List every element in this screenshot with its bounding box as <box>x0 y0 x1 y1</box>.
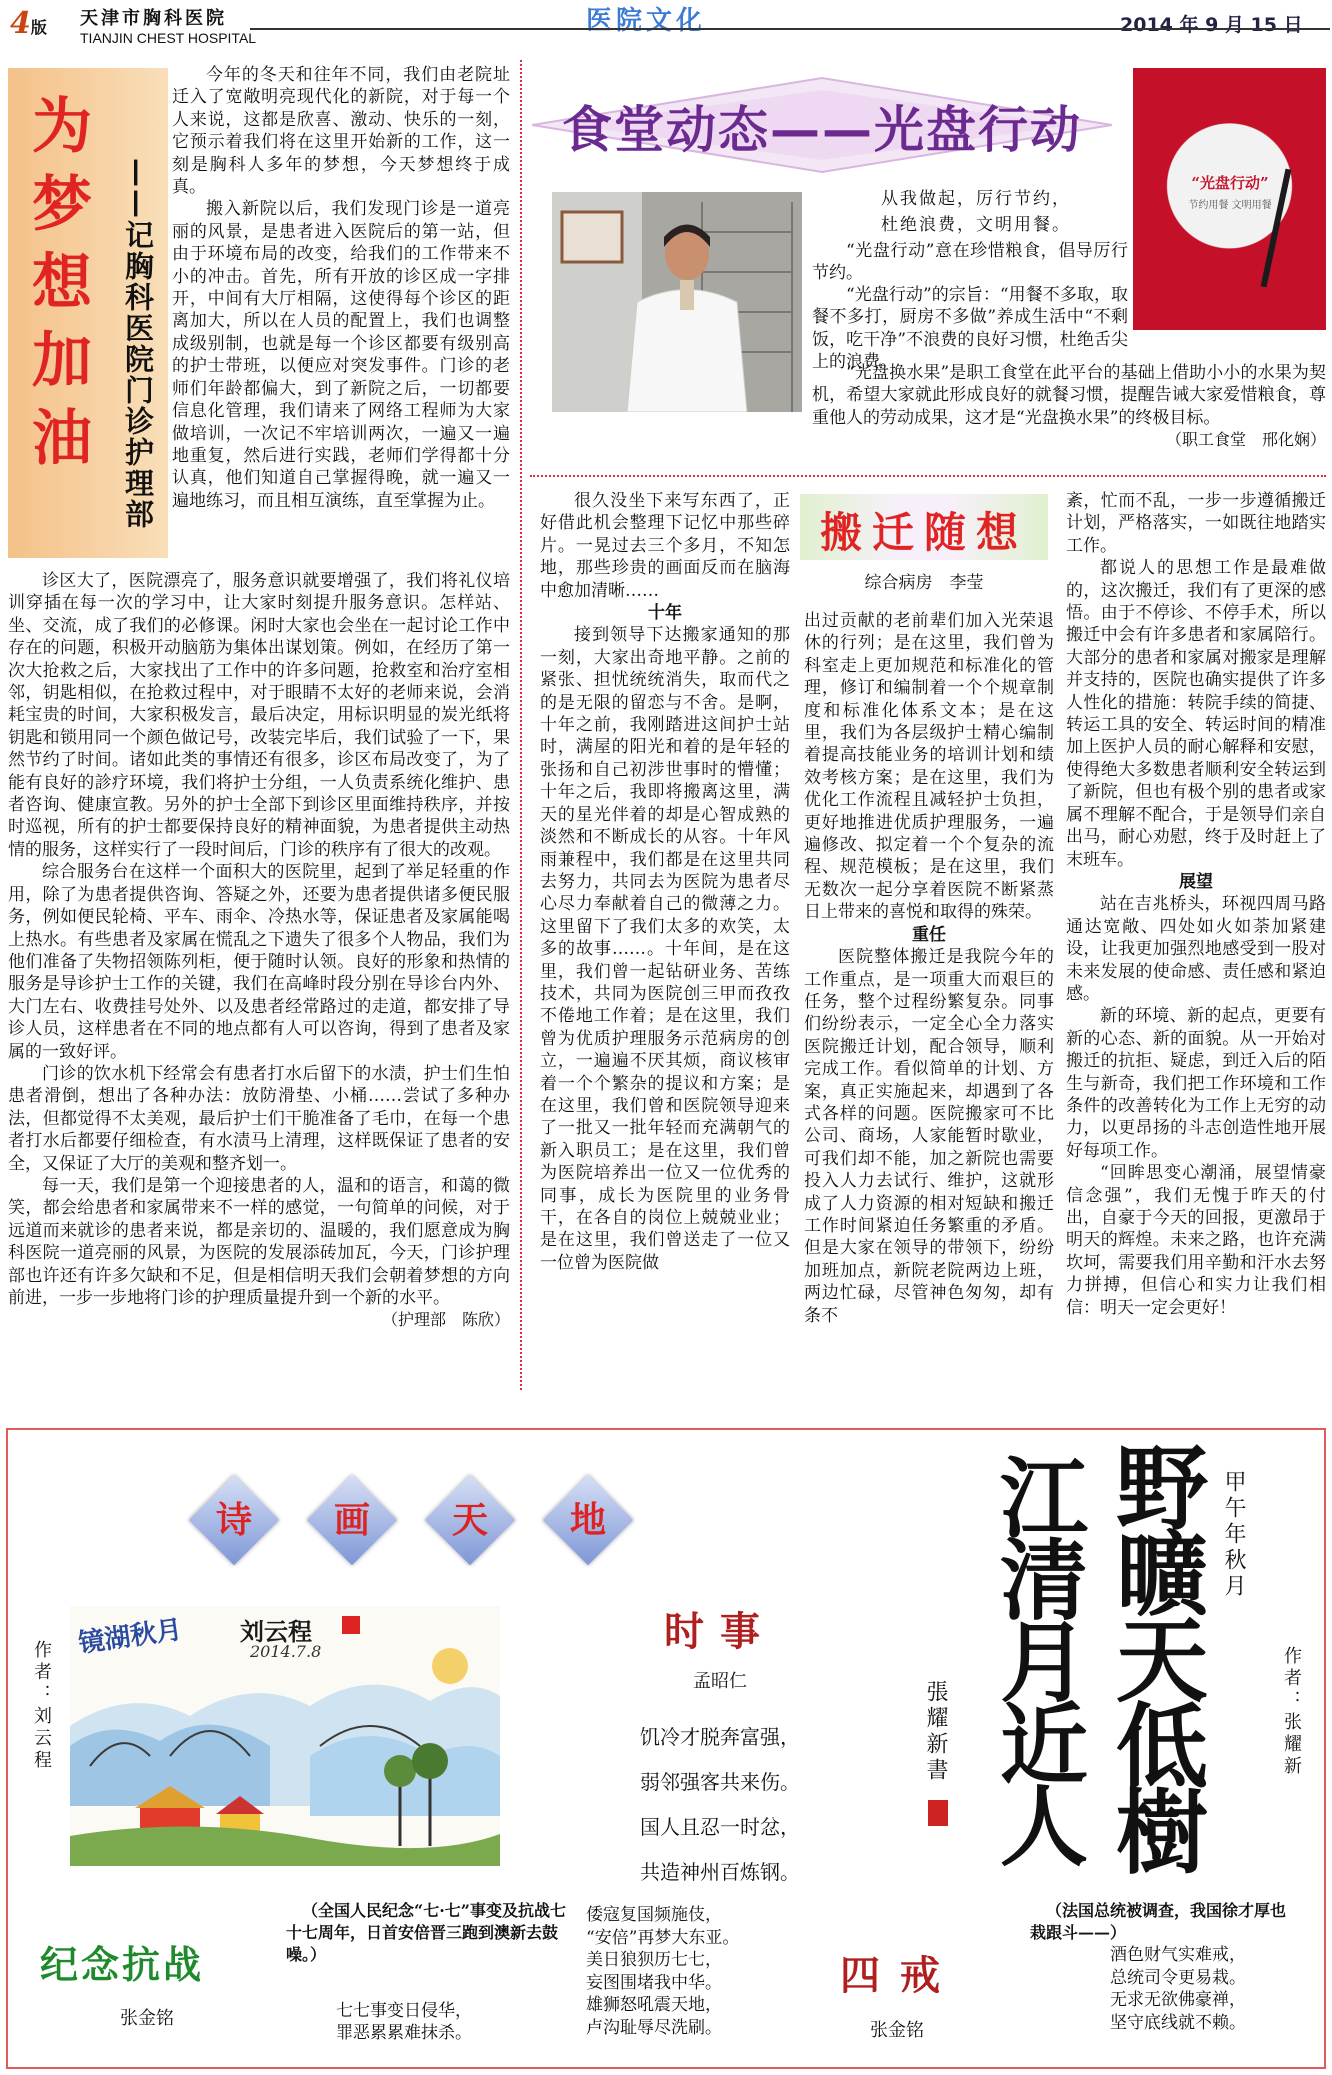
calligraphy-col: 江清月近人 <box>986 1452 1090 1862</box>
painting-jinghu-qiuyue <box>70 1606 500 1866</box>
poem-line: “安倍”再梦大东亚。 <box>586 1927 740 1948</box>
article-canteen-body-wide <box>812 362 1326 451</box>
article-dream-wide-col <box>8 570 510 1331</box>
paragraph: 出过贡献的老前辈们加入光荣退休的行列；是在这里，我们曾为科室走上更加规范和标准化的管理，修订和编制着一个个规章制度和标准化体系文本；是在这里，我们为各层级护士精心编制着提高技能业务的培训计划和绩效考核方案；是在这里，我们为优化工作流程且减轻护士负担，更好地推进优质护理服务，一遍遍修改、拟定着一个个复杂的流程、规范模板；是在这里，我们无数次一起分享着医院不断紧蒸日上带来的喜悦和取得的殊荣。 <box>804 611 1054 923</box>
poem-line: 酒色财气实难戒， <box>1110 1945 1246 1965</box>
paragraph: 诊区大了，医院漂亮了，服务意识就要增强了，我们将礼仪培训穿插在每一次的学习中，让大家时刻提升服务意识。怎样站、坐、交流，成了我们的必修课。闲时大家也会坐在一起讨论工作中存在的问题，积极开动脑筋为集体出谋划策。例如，在经历了第一次大抢救之后，大家找出了工作中的许多问题，抢救室和治疗室相邻，钥匙相似，在抢救过程中，对于眼睛不太好的老师来说，会消耗宝贵的时间，大家积极发言，最后决定，用标识明显的炭光纸将钥匙和锁用同一个颜色做记号，改装完毕后，我们试验了一下，果然节约了时间。诸如此类的事情还有很多，诊区布局改变了，为了能有良好的診疗环境，我们将护士分组，一人负责系统化维护、患者咨询、健康宣教。另外的护士全部下到诊区里面维持秩序，并按时巡视，所有的护士都要保持良好的精神面貌，为患者提供主动热情的服务，这样实行了一段时间后，门诊的秩序有了很大的改观。 <box>8 571 510 860</box>
article-dream-title: 为梦想加油 <box>22 94 92 484</box>
article-move-title: 搬迁随想 <box>819 508 1028 557</box>
hospital-name-en: TIANJIN CHEST HOSPITAL <box>80 30 257 46</box>
painting-inscription: 刘云程 <box>240 1617 312 1646</box>
paragraph: “光盘换水果”是职工食堂在此平台的基础上借助小小的水果为契机，希望大家就此形成良好的就餐习惯，提醒告诫大家爱惜粮食，尊重他人的劳动成果，这才是“光盘换水果”的终极目标。 <box>812 363 1326 428</box>
column-rule <box>520 60 522 1390</box>
poem-line: 总统司令更易栽。 <box>1110 1967 1246 1988</box>
poem-line: 坚守底线就不赖。 <box>1110 2012 1246 2033</box>
poem-title: 四戒 <box>840 1952 960 1999</box>
poem-line: 七七事变日侵华， <box>336 2001 472 2021</box>
article-move-title-block <box>796 494 1052 600</box>
poem-note: （全国人民纪念“七·七”事变及抗战七十七周年，日首安倍晋三跑到澳新去鼓噪。） <box>286 1901 566 1964</box>
article-move-col1 <box>540 490 790 1274</box>
paragraph: 很久没坐下来写东西了，正好借此机会整理下记忆中那些碎片。一晃过去三个多月，不知怎地，那些珍贵的画面反而在脑海中愈加清晰…… <box>540 491 790 601</box>
issue-date: 2014 年 9 月 15 日 <box>1120 14 1303 36</box>
paragraph: 都说人的思想工作是最难做的，这次搬迁，我们有了更深的感悟。由于不停诊、不停手术，所以搬迁中会有许多患者和家属陪行。大部分的患者和家属对搬家是理解并支持的，医院也确实提供了许多人性化的措施：转院手续的简捷、转运工具的安全、转运时间的精准加上医护人员的耐心解释和安慰，使得绝大多数患者顺利安全转运到了新院，但也有极个别的患者或家属不理解不配合，于是领导们亲自出马，耐心劝慰，终于及时赶上了末班车。 <box>1066 558 1326 870</box>
motto-line: 杜绝浪费，文明用餐。 <box>881 215 1071 235</box>
paragraph: 站在吉兆桥头，环视四周马路通达宽敞、四处如火如荼加紧建设，让我更加强烈地感受到一股对未来发展的使命感、责任感和紧迫感。 <box>1066 894 1326 1004</box>
article-move-heading: 重任 <box>912 924 946 945</box>
painting-date: 2014.7.8 <box>250 1642 322 1661</box>
article-canteen-banner <box>532 70 1112 180</box>
poem-line: 雄狮怒吼震天地， <box>586 1995 722 2015</box>
poem-title: 时事 <box>664 1608 776 1655</box>
article-dream-title-block <box>8 68 168 558</box>
article-move-heading: 展望 <box>1179 871 1213 892</box>
poem-line: 倭寇复国频施伎， <box>586 1905 722 1925</box>
poem-note: （法国总统被调查，我国徐才厚也栽跟斗——） <box>1030 1901 1287 1942</box>
header-char: 画 <box>333 1499 370 1541</box>
calligraphy-date-note: 甲午年秋月 <box>1221 1470 1246 1600</box>
article-move-author: 综合病房 李莹 <box>864 573 984 593</box>
hospital-name-cn: 天津市胸科医院 <box>80 8 227 29</box>
poem-line: 罪恶累累难抹杀。 <box>336 2023 472 2043</box>
section-rule <box>530 475 1326 477</box>
poem-kangzhan <box>36 1900 576 2070</box>
poem-title: 纪念抗战 <box>40 1942 205 1987</box>
article-dream-subtitle: ——记胸科医院门诊护理部 <box>121 158 155 530</box>
article-canteen-motto <box>826 186 1126 238</box>
poem-line: 共造神州百炼钢。 <box>640 1860 800 1884</box>
paragraph: 医院整体搬迁是我院今年的工作重点，是一项重大而艰巨的任务，整个过程纷繁复杂。同事们纷纷表示，一定全心全力落实医院搬迁计划，配合领导，顺利完成工作。看似简单的计划、方案，真正实施起来，却遇到了各式各样的问题。医院搬家可不比公司、商场，人家能暂时歇业，可我们却不能，加之新院也需要投入人力去试行、维护，这就形成了人力资源的相对短缺和搬迁工作时间紧迫任务繁重的矛盾。但是大家在领导的带领下，纷纷加班加点，新院老院两边上班，两边忙碌，尽管神色匆匆，却有条不 <box>804 947 1054 1326</box>
poem-line: 美日狼狈历七七， <box>586 1950 722 1970</box>
poem-lines-a <box>336 2000 556 2044</box>
poem-author: 孟昭仁 <box>693 1671 747 1692</box>
poem-author: 张金铭 <box>870 2020 924 2041</box>
paragraph: 每一天，我们是第一个迎接患者的人，温和的语言，和蔼的微笑，都会给患者和家属带来不一样的感觉，一句简单的问候，对于远道而来就诊的患者来说，都是亲切的、温暖的，我们愿意成为胸科医院一道亮丽的风景，为医院的发展添砖加瓦，今天，门诊护理部也许还有许多欠缺和不足，但是相信明天我们会朝着梦想的方向前进，一步一步地将门诊的护理质量提升到一个新的水平。 <box>8 1175 510 1308</box>
calligraphy-work <box>900 1440 1270 1880</box>
header-char: 地 <box>569 1499 606 1541</box>
poem-author: 张金铭 <box>120 2008 174 2029</box>
calligraphy-signer: 張耀新書 <box>923 1680 948 1784</box>
article-canteen-title: 食堂动态——光盘行动 <box>562 101 1082 159</box>
seal-stamp-icon <box>928 1800 948 1826</box>
poem-line: 卢沟耻辱尽洗刷。 <box>586 2017 722 2038</box>
paragraph: “光盘行动”意在珍惜粮食，倡导厉行节约。 <box>812 241 1128 284</box>
calligraphy-author: 作者：张耀新 <box>1281 1646 1302 1778</box>
paragraph: 接到领导下达搬家通知的那一刻，大家出奇地平静。之前的紧张、担忧统统消失，取而代之的是无限的留恋与不舍。是啊，十年之前，我刚踏进这间护士站时，满屋的阳光和着的是年轻的张扬和自己初涉世事时的懵懂；十年之后，我即将搬离这里，满天的星光伴着的却是心智成熟的淡然和不断成长的从容。十年风雨兼程中，我们都是在这里共同去努力，共同去为医院为患者尽心尽力奉献着自己的微薄之力。这里留下了我们太多的欢笑，太多的故事……。十年间，是在这里，我们曾一起钻研业务、苦练技术，共同为医院创三甲而孜孜不倦地工作着；是在这里，我们曾为优质护理服务示范病房的创立，一遍遍不厌其烦，商议核审着一个个繁杂的提议和方案；是在这里，我们曾和医院领导迎来了一批又一批年轻而充满朝气的新入职员工；是在这里，我们曾为医院培养出一位又一位优秀的同事，成长为医院里的业务骨干，在各自的岗位上兢兢业业；是在这里，我们曾送走了一位又一位曾为医院做 <box>540 625 790 1273</box>
poem-lines <box>1110 1944 1310 2034</box>
motto-line: 从我做起，厉行节约， <box>881 189 1071 209</box>
poster-title: “光盘行动” <box>1191 174 1269 192</box>
poem-line: 妄图围堵我中华。 <box>586 1972 722 1993</box>
canteen-photo-illustration <box>552 192 802 412</box>
poem-line: 国人且忍一时忿， <box>640 1815 800 1839</box>
article-canteen-body-top <box>812 240 1128 285</box>
masthead <box>0 0 1332 52</box>
painting-author: 作者：刘云程 <box>31 1640 52 1772</box>
article-canteen-body <box>812 284 1326 374</box>
page-number: 4版 <box>10 6 47 41</box>
article-dream-narrow-col <box>172 64 510 512</box>
poem-line: 无求无欲佛豪禅， <box>1110 1990 1246 2010</box>
article-move-col2 <box>804 610 1054 1327</box>
paragraph: 今年的冬天和往年不同，我们由老院址迁入了宽敞明亮现代化的新院，对于每一个人来说，这都是欣喜、激动、快乐的一刻，它预示着我们将在这里开始新的工作，这一刻是胸科人多年的梦想，今天梦想终于成真。 <box>172 65 510 198</box>
paragraph: 新的环境、新的起点，更要有新的心态、新的面貌。从一开始对搬迁的抗拒、疑虑，到迁入后的陌生与新奇，我们把工作环境和工作条件的改善转化为工作上无穷的动力，以更昂扬的斗志创造性地开展好每项工作。 <box>1066 1006 1326 1161</box>
calligraphy-col: 野曠天低樹 <box>1101 1440 1209 1870</box>
article-move-col3 <box>1066 490 1326 1319</box>
poetry-header <box>180 1470 660 1580</box>
paragraph: “光盘行动”的宗旨：“用餐不多取，取餐不多打，厨房不多做”养成生活中“不剩饭，吃干净”不浪费的良好习惯，杜绝舌尖上的浪费。 <box>812 285 1128 373</box>
poem-sijie <box>820 1900 1320 2070</box>
header-char: 天 <box>451 1499 488 1541</box>
seal-stamp-icon <box>342 1616 360 1634</box>
paragraph: 搬入新院以后，我们发现门诊是一道亮丽的风景，是患者进入医院后的第一站，但由于环境布局的改变，给我们的工作带来不小的冲击。首先，所有开放的诊区成一字排开，中间有大厅相隔，这使得每个诊区的距离加大，所以在人员的配置上，我们也调整成级别制，也就是每一个诊区都要有级别高的护士带班，以便应对突发事件。门诊的老师们年龄都偏大，到了新院之后，一切都要信息化管理，我们请来了网络工程师为大家做培训，一次记不牢培训两次，一遍又一遍地重复，然后进行实践，老师们学得都十分认真，他们知道自己掌握得晚，就一遍又一遍地练习，而且相互演练，直至掌握为止。 <box>172 199 510 511</box>
section-title: 医院文化 <box>586 6 707 36</box>
painting-title: 镜湖秋月 <box>76 1614 184 1660</box>
paragraph: “回眸思变心潮涌，展望情豪信念强”，我们无愧于昨天的付出，自豪于今天的回报，更激昂于明天的辉煌。未来之路，也许充满坎坷，需要我们用辛勤和汗水去努力拼搏，但信心和实力让我们相信：明天一定会更好！ <box>1066 1163 1326 1318</box>
poem-line: 弱邻强客共来伤。 <box>640 1770 800 1794</box>
poem-shishi <box>600 1600 840 1895</box>
article-move-heading: 十年 <box>648 603 682 624</box>
article-dream-author: （护理部 陈欣） <box>381 1310 510 1330</box>
poem-kangzhan-cont <box>586 1904 786 2039</box>
poem-line: 饥冷才脱奔富强， <box>640 1725 800 1749</box>
article-canteen-author: （职工食堂 邢化娴） <box>1165 430 1326 450</box>
canteen-photo <box>552 192 802 412</box>
header-char: 诗 <box>215 1499 252 1541</box>
paragraph: 紊，忙而不乱，一步一步遵循搬迁计划，严格落实，一如既往地踏实工作。 <box>1066 491 1326 556</box>
poster-subtitle: 节约用餐 文明用餐 <box>1188 200 1272 211</box>
paragraph: 门诊的饮水机下经常会有患者打水后留下的水渍，护士们生怕患者滑倒，想出了各种办法：放防滑垫、小桶……尝试了多种办法，但都觉得不太美观，最后护士们干脆准备了毛巾，在每一个患者打水后都要仔细检查，有水渍马上清理，这样既保证了患者的安全，又保证了大厅的美观和整齐划一。 <box>8 1063 510 1174</box>
paragraph: 综合服务台在这样一个面积大的医院里，起到了举足轻重的作用，除了为患者提供咨询、答疑之外，还要为患者提供诸多便民服务，例如便民轮椅、平车、雨伞、冷热水等，保证患者及家属能喝上热水。有些患者及家属在慌乱之下遗失了很多个人物品，我们为他们准备了失物招领陈列柜，便于随时认领。良好的形象和热情的服务是导诊护士工作的关键，我们在高峰时段分别在导诊台内外、大门左右、收费挂号处外、以及患者经常路过的走道，都安排了导诊人员，这样患者在不同的地点都有人可以咨询，得到了患者及家属的一致好评。 <box>8 862 510 1062</box>
